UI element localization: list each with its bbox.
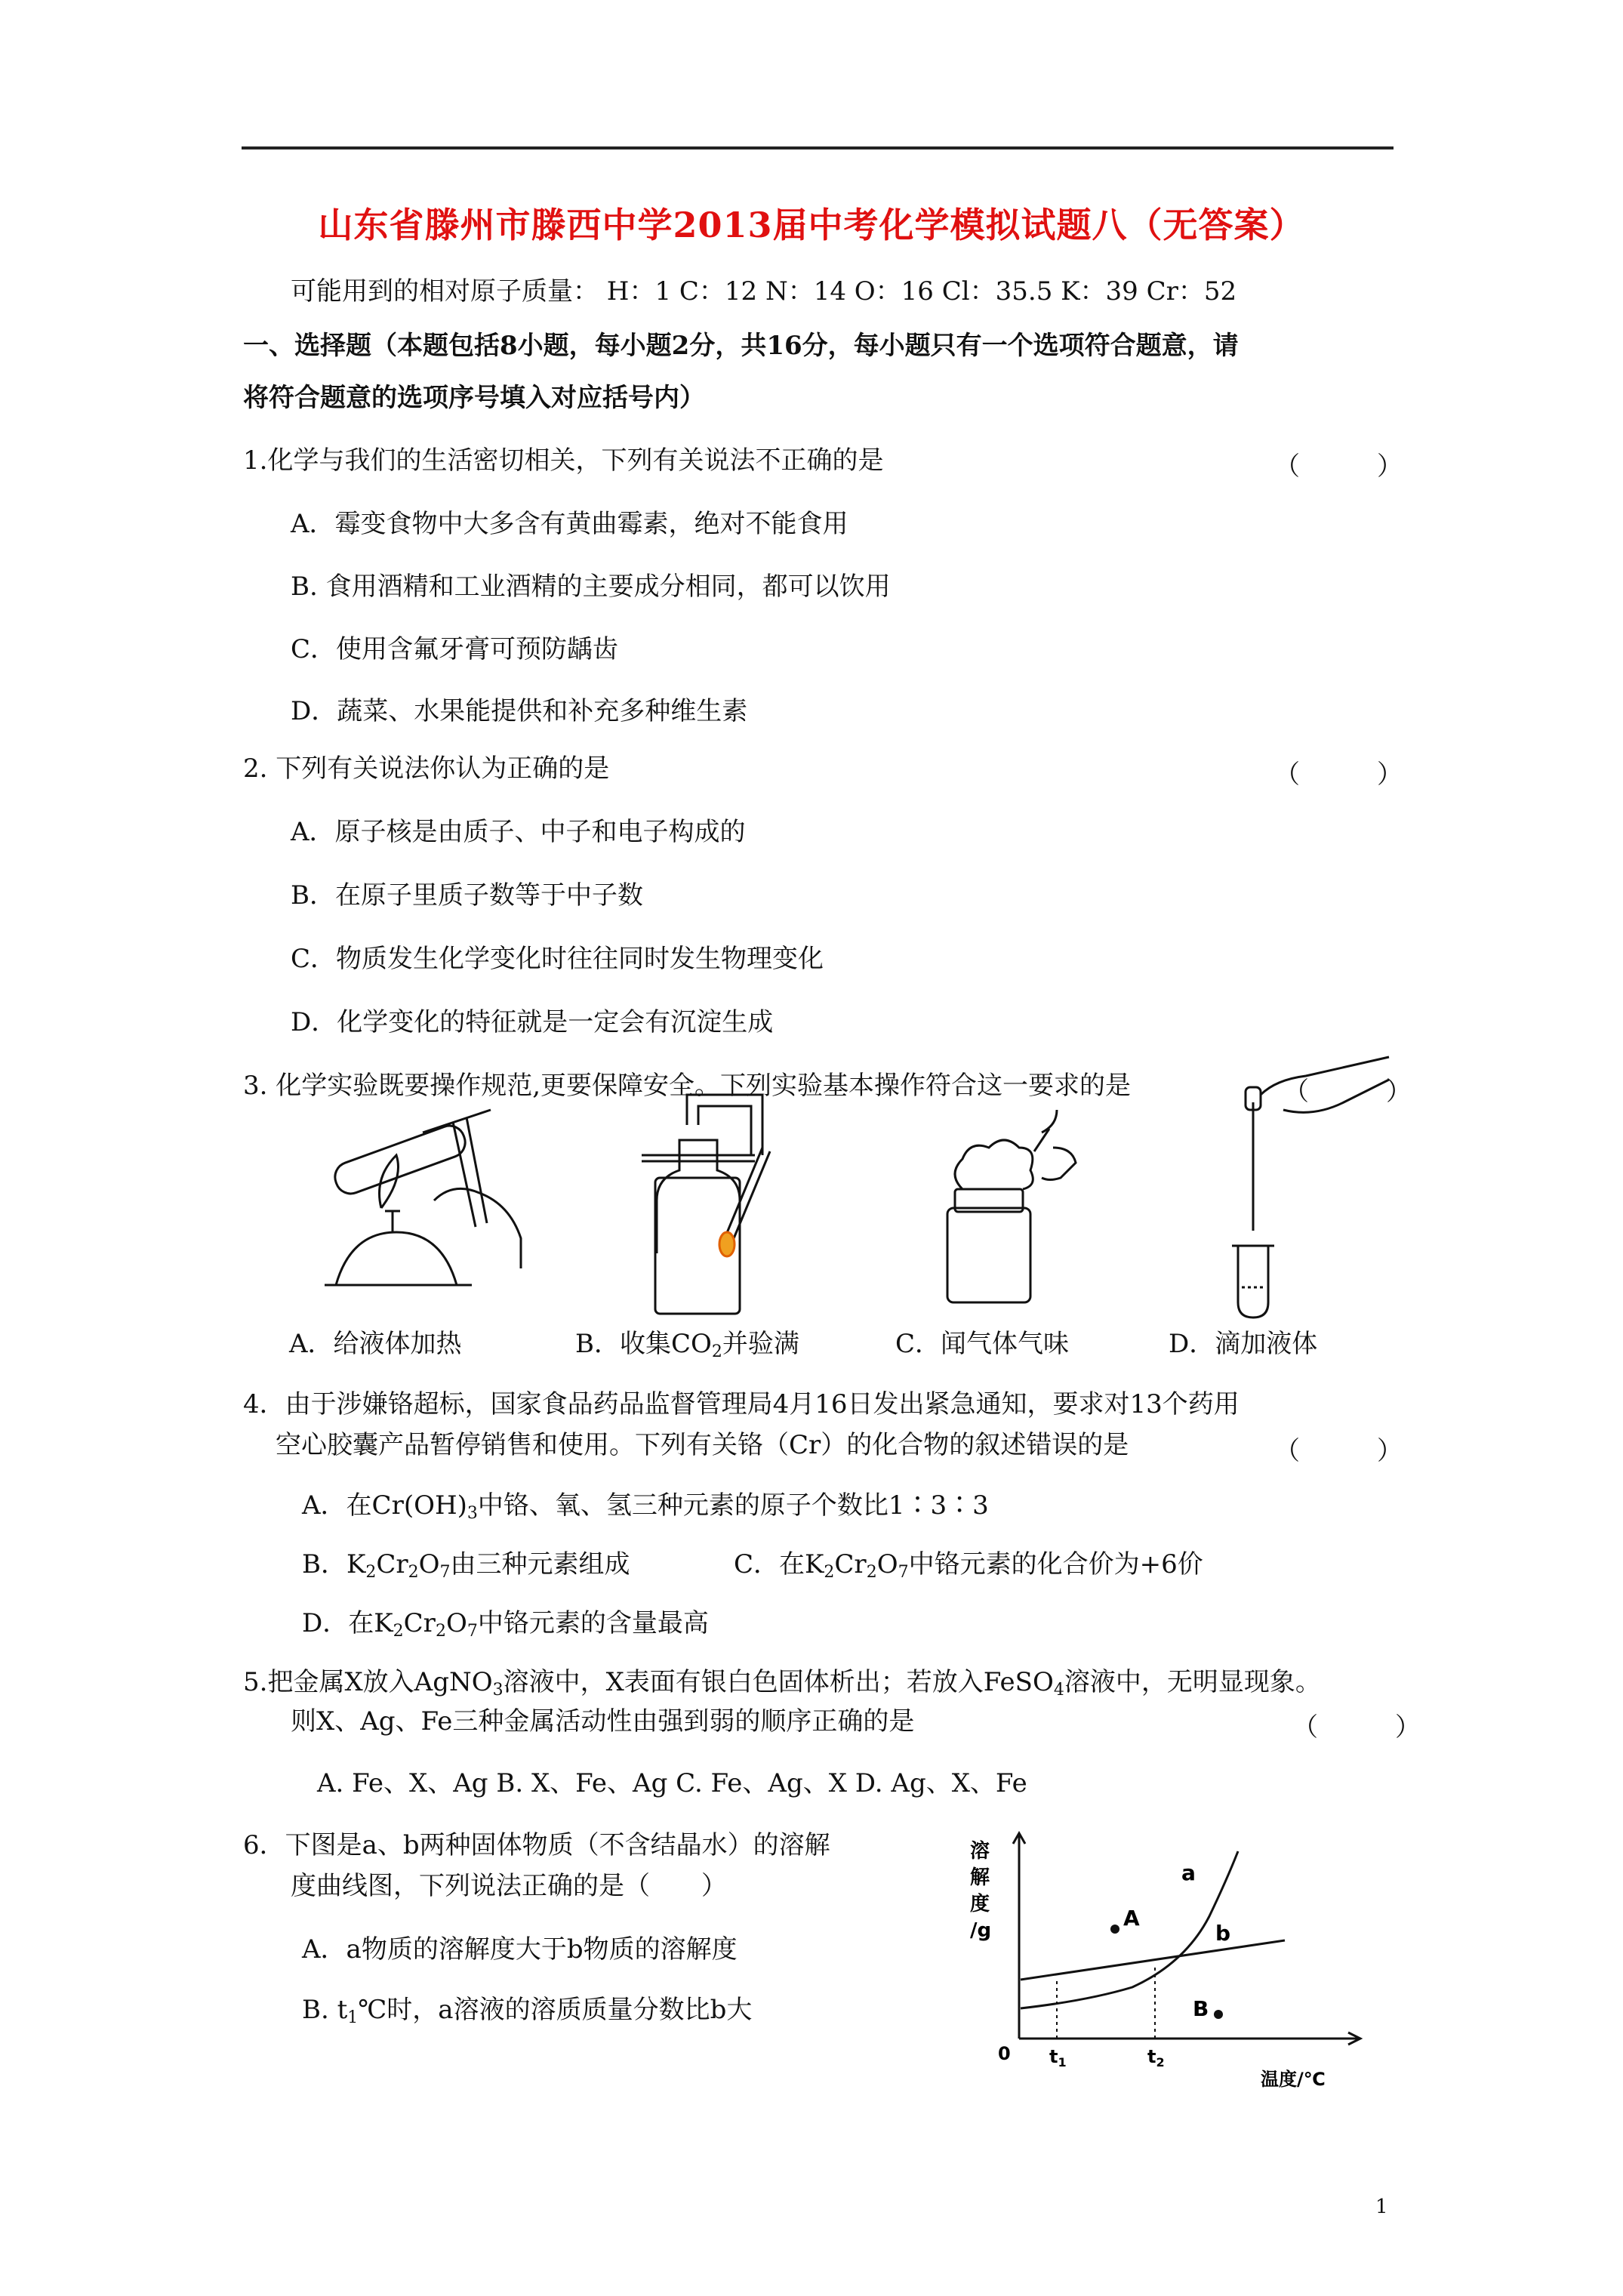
point-a-dot [1110,1925,1119,1934]
t1-label: $t_1$ [1049,2046,1067,2069]
q4-stem-line2: 空心胶囊产品暂停销售和使用。下列有关铬（Cr）的化合物的叙述错误的是 [276,1430,1129,1460]
point-b-dot [1214,2010,1223,2019]
q4-option-a: A．在$Cr(OH)_3$中铬、氧、氢三种元素的原子个数比1∶3∶3 [302,1490,989,1523]
page-title: 山东省滕州市滕西中学2013届中考化学模拟试题八（无答案） [318,205,1305,245]
q2-answer-paren: （ ） [1274,760,1403,790]
q2-option-a: A．原子核是由质子、中子和电子构成的 [291,817,746,847]
heating-test-tube-figure [325,1110,521,1285]
gas-collection-bottle-figure [642,1095,770,1314]
ylabel-2: 解 [970,1866,990,1889]
point-b-label: B [1193,1996,1209,2021]
q4-answer-paren: （ ） [1274,1436,1403,1466]
q6-option-b: B. $t_1℃$时，a溶液的溶质质量分数比b大 [302,1995,753,2027]
q4-stem-line1: 4．由于涉嫌铬超标，国家食品药品监督管理局4月16日发出紧急通知，要求对13个药用 [243,1389,1240,1419]
q2-option-d: D．化学变化的特征就是一定会有沉淀生成 [291,1007,774,1037]
q2-stem: 2. 下列有关说法你认为正确的是 [243,754,610,784]
q5-stem-line2: 则X、Ag、Fe三种金属活动性由强到弱的顺序正确的是 [291,1706,915,1737]
section1-heading-line1: 一、选择题（本题包括8小题，每小题2分，共16分，每小题只有一个选项符合题意，请 [243,331,1239,361]
curve-b-label: b [1215,1921,1231,1946]
ylabel-3: 度 [970,1893,990,1915]
dropper-figure [1232,1057,1389,1318]
q3-stem: 3. 化学实验既要操作规范,更要保障安全。下列实验基本操作符合这一要求的是 [243,1071,1132,1101]
q2-option-c: C．物质发生化学变化时往往同时发生物理变化 [291,944,824,974]
q2-option-b: B．在原子里质子数等于中子数 [291,880,643,911]
q6-option-a: A．a物质的溶解度大于b物质的溶解度 [302,1934,738,1965]
origin-label: 0 [998,2043,1011,2064]
q4-option-b: B．$K_2Cr_2O_7$由三种元素组成 [302,1549,630,1582]
page-number: 1 [1375,2196,1388,2218]
q3-option-b: B．收集$CO_2$并验满 [575,1329,799,1361]
ylabel-1: 溶 [970,1840,990,1863]
solubility-curve-graph [929,1827,1381,2099]
q3-option-d: D．滴加液体 [1169,1329,1318,1359]
q5-stem-line1: 5.把金属X放入AgNO$_3$溶液中，X表面有银白色固体析出；若放入FeSO$_4$溶液中，无明显现象。 [243,1667,1321,1700]
q3-answer-paren: （ ） [1283,1077,1412,1107]
q3-option-c: C．闻气体气味 [895,1329,1070,1359]
q1-option-a: A．霉变食物中大多含有黄曲霉素，绝对不能食用 [291,509,848,539]
q6-stem-line2: 度曲线图，下列说法正确的是（ ） [291,1871,727,1901]
q1-stem: 1.化学与我们的生活密切相关，下列有关说法不正确的是 [243,445,884,476]
q4-option-c: C．在$K_2Cr_2O_7$中铬元素的化合价为+6价 [734,1549,1203,1582]
point-a-label: A [1123,1906,1140,1931]
q4-option-d: D．在$K_2Cr_2O_7$中铬元素的含量最高 [302,1608,709,1641]
q1-answer-paren: （ ） [1274,451,1403,482]
q1-option-b: B. 食用酒精和工业酒精的主要成分相同，都可以饮用 [291,572,891,602]
curve-a-label: a [1181,1860,1196,1885]
smelling-gas-figure [947,1110,1076,1302]
xlabel: 温度/℃ [1261,2069,1326,2090]
q1-option-c: C．使用含氟牙膏可预防龋齿 [291,634,619,664]
q1-option-d: D．蔬菜、水果能提供和补充多种维生素 [291,696,748,726]
q5-answer-paren: （ ） [1292,1712,1421,1743]
q6-stem-line1: 6．下图是a、b两种固体物质（不含结晶水）的溶解 [243,1830,830,1860]
t2-label: $t_2$ [1147,2046,1165,2069]
ylabel-4: /g [970,1919,992,1942]
section1-heading-line2: 将符合题意的选项序号填入对应括号内） [243,383,705,413]
atomic-masses: 可能用到的相对原子质量： H：1 C：12 N：14 O：16 Cl：35.5 K：39 Cr：52 [291,276,1237,307]
q5-options: A. Fe、X、Ag B. X、Fe、Ag C. Fe、Ag、X D. Ag、X、Fe [317,1768,1027,1798]
curve-b [1021,1940,1285,1980]
q3-option-a: A．给液体加热 [289,1329,462,1359]
